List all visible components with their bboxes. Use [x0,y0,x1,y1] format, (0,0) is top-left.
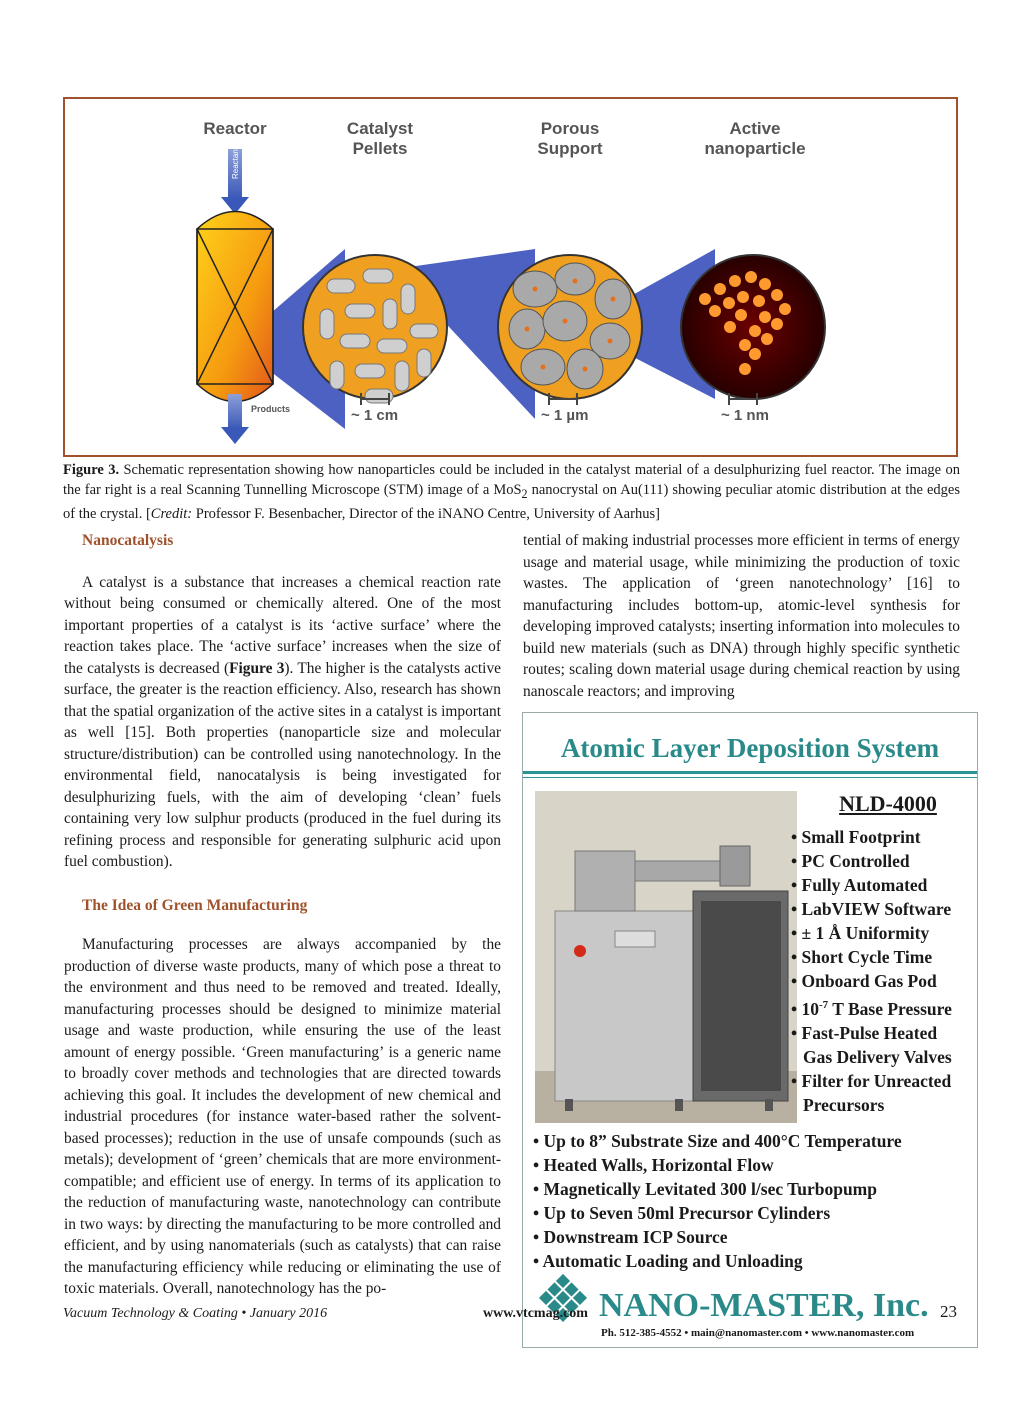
ad-feature-list [791,825,978,1117]
bottom-feature-item: • Up to 8” Substrate Size and 400°C Temperature [533,1131,902,1151]
feature-item: • Fast-Pulse Heated [791,1022,938,1043]
label-porous-support: Porous Support [537,119,603,158]
nano-master-logo-icon [531,1273,595,1337]
ad-title-rule-thin [523,777,977,778]
feature-item: Precursors [803,1094,885,1115]
bottom-feature-item: • Heated Walls, Horizontal Flow [533,1155,774,1175]
feature-item-pressure [791,993,978,1021]
bottom-feature-item: • Automatic Loading and Unloading [533,1251,803,1271]
footer-publication: Vacuum Technology & Coating • January 2016 [63,1306,328,1321]
pressure-prefix: • 10 [791,998,820,1019]
figure-reference: Figure 3 [229,659,285,677]
pressure-suffix: T Base Pressure [828,998,952,1019]
figure-caption [63,460,960,524]
ald-advertisement[interactable] [522,712,978,1348]
paragraph-green-manufacturing: Manufacturing processes are always accompanied by the production of diverse waste products, many of which pose a threat to the environment and thus need to be removed and treated. Ideally, manufacturing processes should be designed to minimize material usage and waste production, while ensuring the use of the least amount of energy possible. ‘Green manufacturing’ is a generic name to broadly cover methods and technologies that are directed towards achieving this goal. It includes the development of new chemical and industrial procedures (for instance water-based rather the solvent-based processes); reduction in the use of unsafe compounds (such as metals); development of ‘green’ chemicals that are more environment-compatible; and efficient use of energy. In terms of its application to the reduction of manufacturing waste, nanotechnology can contribute in two ways: by directing the manufacturing to be more controlled and efficient, and by using nanomaterials (such as catalysts) that can raise the manufacturing efficiency while reducing or eliminating the use of toxic materials. Overall, nanotechnology has the po- [64,936,501,1297]
caption-text-3: Professor F. Besenbacher, Director of the iNANO Centre, University of Aarhus] [195,505,660,522]
label-catalyst-pellets: Catalyst Pellets [346,119,414,158]
reactants-label: Reactants [231,142,240,179]
article-right-column [523,530,960,702]
article-left-column [64,530,501,1300]
feature-item: • PC Controlled [791,851,910,871]
figure-3 [63,97,958,457]
page-number: 23 [940,1302,957,1321]
ad-title: Atomic Layer Deposition System [560,733,940,763]
p1-text-b: ). The higher is the catalysts active surface, the greater is the reaction efficiency. Also, research has shown that the spatial organization of the active sites in a catalyst is important as well [15]. Both properties (nanoparticle size and molecular structure/distribution) can be controlled using nanotechnology. In the environmental field, nanocatalysis is being investigated for desulphurizing fuels, with the aim of developing ‘clean’ fuels containing very low sulphur products (produced in the fuel during its refining process and responsible for generating sulphuric acid upon fuel combustion). [64,659,501,870]
caption-subscript: 2 [521,486,528,501]
feature-item: • Fully Automated [791,875,928,895]
bottom-feature-item: • Up to Seven 50ml Precursor Cylinders [533,1203,831,1223]
feature-item: • Short Cycle Time [791,947,933,967]
footer-website-link[interactable]: www.vtcmag.com [483,1306,588,1321]
label-active-nanoparticle: Active nanoparticle [704,119,806,158]
feature-item: • LabVIEW Software [791,899,952,919]
catalyst-schematic-illustration [65,99,960,459]
scale-label-um: ~ 1 µm [541,407,589,424]
label-reactor: Reactor [203,119,267,138]
ad-model-name: NLD-4000 [839,791,937,816]
feature-item: • Filter for Unreacted [791,1070,952,1091]
heading-green-manufacturing: The Idea of Green Manufacturing [82,896,308,914]
feature-item: • Onboard Gas Pod [791,971,937,991]
feature-item: Gas Delivery Valves [803,1046,952,1067]
caption-label: Figure 3. [63,462,120,478]
scale-label-nm: ~ 1 nm [721,407,769,424]
heading-nanocatalysis: Nanocatalysis [82,532,174,549]
bottom-feature-item: • Downstream ICP Source [533,1227,728,1247]
scale-label-cm: ~ 1 cm [351,407,399,424]
bottom-feature-item: • Magnetically Levitated 300 l/sec Turbopump [533,1179,877,1199]
paragraph-continued: tential of making industrial processes more efficient in terms of energy usage and material usage, while minimizing the production of toxic wastes. The application of ‘green nanotechnology’ [16] to manufacturing includes bottom-up, atomic-level synthesis for developing improved catalysts; inserting information into molecules to build new materials (such as DNA) through highly specific synthetic routes; scaling down material usage during chemical reaction by using nanoscale reactors; and improving [523,532,960,700]
feature-item: • Small Footprint [791,827,921,847]
nld-4000-machine-photo [535,791,797,1123]
ad-contact-line[interactable]: Ph. 512-385-4552 • main@nanomaster.com • www.nanomaster.com [601,1327,915,1339]
products-arrow [228,394,242,429]
paragraph-nanocatalysis [64,572,501,873]
caption-text-2: nanocrystal on Au(111) showing peculiar atomic distribution at the edges of the crystal. [ [63,482,960,522]
ad-title-rule [523,771,977,774]
p1-text-a: A catalyst is a substance that increases a chemical reaction rate without being consumed or chemically altered. One of the most important properties of a catalyst is its ‘active surface’ where the reaction takes place. The ‘active surface’ increases when the size of the catalysts is decreased ( [64,573,501,677]
feature-item: • ± 1 Å Uniformity [791,923,930,943]
caption-text-1: Schematic representation showing how nanoparticles could be included in the catalyst material of a desulphurizing fuel reactor. The image on the far right is a real Scanning Tunnelling Microscope (STM) image of a MoS [63,462,961,498]
label-products: Products [251,404,291,414]
ad-bottom-feature-list [533,1129,902,1273]
pressure-exponent: -7 [819,999,829,1011]
ad-company-name: NANO-MASTER, Inc. [599,1287,929,1324]
caption-credit-label: Credit: [150,505,193,522]
